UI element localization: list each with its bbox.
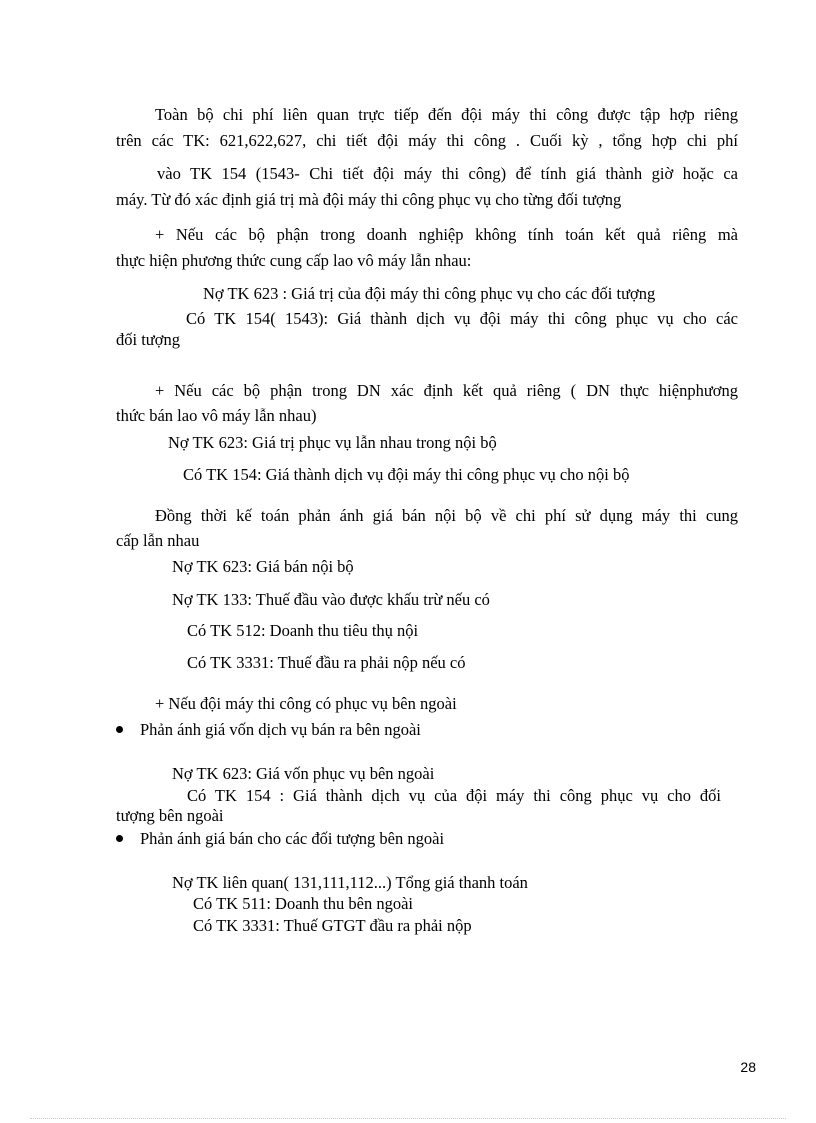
entry-4-credit-line-1: Có TK 154 : Giá thành dịch vụ của đội máy thi công phục vụ cho đối [187, 786, 721, 805]
entry-5-credit-2: Có TK 3331: Thuế GTGT đầu ra phải nộp [193, 916, 472, 935]
entry-5-debit: Nợ TK liên quan( 131,111,112...) Tổng giá thanh toán [172, 873, 528, 892]
paragraph-2-line-2: thực hiện phương thức cung cấp lao vô máy lẫn nhau: [116, 251, 472, 270]
footer-divider [30, 1118, 786, 1119]
paragraph-1-line-4: máy. Từ đó xác định giá trị mà đội máy thi công phục vụ cho từng đối tượng [116, 190, 622, 209]
paragraph-1-line-2: trên các TK: 621,622,627, chi tiết đội máy thi công . Cuối kỳ , tổng hợp chi phí [116, 131, 738, 150]
bullet-1-text: Phản ánh giá vốn dịch vụ bán ra bên ngoài [140, 720, 421, 739]
entry-3-credit-1: Có TK 512: Doanh thu tiêu thụ nội [187, 621, 419, 640]
bullet-2-text: Phản ánh giá bán cho các đối tượng bên ngoài [140, 829, 445, 848]
entry-4-debit: Nợ TK 623: Giá vốn phục vụ bên ngoài [172, 764, 435, 783]
paragraph-4-line-1: Đồng thời kế toán phản ánh giá bán nội bộ về chi phí sử dụng máy thi cung [155, 506, 738, 525]
entry-2-credit: Có TK 154: Giá thành dịch vụ đội máy thi công phục vụ cho nội bộ [183, 465, 630, 484]
entry-3-debit-1: Nợ TK 623: Giá bán nội bộ [172, 557, 354, 576]
bullet-dot-2 [116, 835, 123, 842]
paragraph-1-line-3: vào TK 154 (1543- Chi tiết đội máy thi công) để tính giá thành giờ hoặc ca [157, 164, 738, 183]
paragraph-2-line-1: + Nếu các bộ phận trong doanh nghiệp không tính toán kết quả riêng mà [155, 225, 738, 244]
paragraph-3-line-2: thức bán lao vô máy lẫn nhau) [116, 406, 317, 425]
paragraph-5-line-1: + Nếu đội máy thi công có phục vụ bên ngoài [155, 694, 457, 713]
entry-1-debit: Nợ TK 623 : Giá trị của đội máy thi công phục vụ cho các đối tượng [203, 284, 656, 303]
entry-3-credit-2: Có TK 3331: Thuế đầu ra phải nộp nếu có [187, 653, 466, 672]
entry-5-credit-1: Có TK 511: Doanh thu bên ngoài [193, 894, 413, 913]
page-number: 28 [740, 1059, 756, 1075]
entry-1-credit-line-1: Có TK 154( 1543): Giá thành dịch vụ đội máy thi công phục vụ cho các [186, 309, 738, 328]
entry-3-debit-2: Nợ TK 133: Thuế đầu vào được khấu trừ nếu có [172, 590, 490, 609]
bullet-dot-1 [116, 726, 123, 733]
entry-1-credit-line-2: đối tượng [116, 330, 180, 349]
entry-2-debit: Nợ TK 623: Giá trị phục vụ lẫn nhau trong nội bộ [168, 433, 497, 452]
paragraph-3-line-1: + Nếu các bộ phận trong DN xác định kết quả riêng ( DN thực hiệnphương [155, 381, 738, 400]
paragraph-4-line-2: cấp lẫn nhau [116, 531, 200, 550]
entry-4-credit-line-2: tượng bên ngoài [116, 806, 224, 825]
paragraph-1-line-1: Toàn bộ chi phí liên quan trực tiếp đến đội máy thi công được tập hợp riêng [155, 105, 738, 124]
